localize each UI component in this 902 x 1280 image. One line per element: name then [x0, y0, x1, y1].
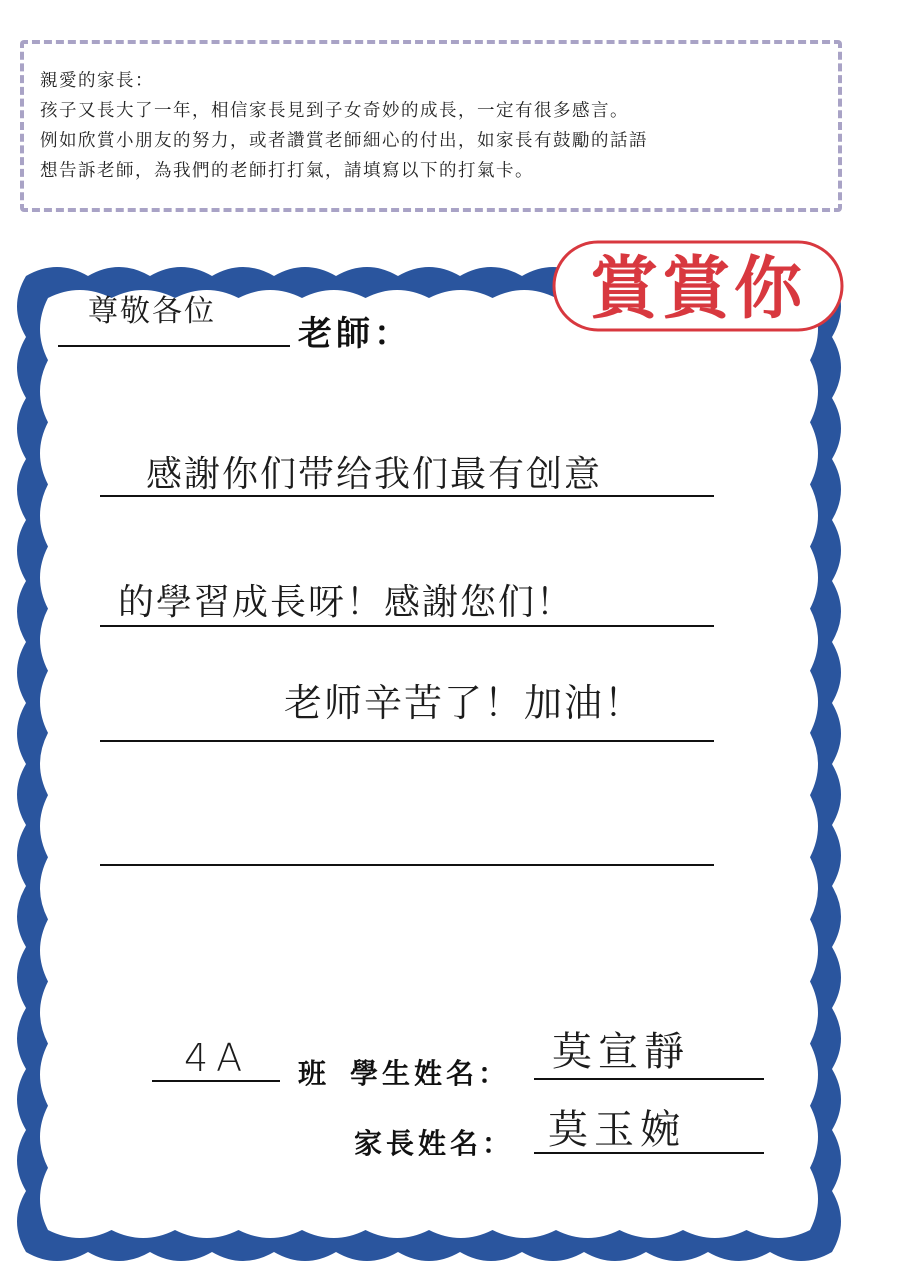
praise-badge	[548, 236, 848, 336]
badge-text: 賞賞你	[589, 250, 807, 329]
message-underline	[100, 625, 714, 627]
student-name-underline	[534, 1078, 764, 1080]
frame-inner	[40, 290, 818, 1238]
class-label: 班	[298, 1057, 331, 1090]
message-underline	[100, 495, 714, 497]
message-underline	[100, 740, 714, 742]
salutation-value: 尊敬各位	[88, 294, 216, 329]
notice-line: 想告訴老師，為我們的老師打打氣，請填寫以下的打氣卡。	[40, 161, 534, 181]
notice-line: 例如欣賞小朋友的努力，或者讚賞老師細心的付出，如家長有鼓勵的話語	[40, 131, 648, 151]
message-line: 感謝你们带给我们最有创意	[146, 454, 603, 495]
salutation-label: 老師：	[298, 314, 412, 354]
class-underline	[152, 1080, 280, 1082]
message-underline	[100, 864, 714, 866]
parent-name-underline	[534, 1152, 764, 1154]
student-name-label: 學生姓名：	[350, 1057, 511, 1090]
salutation-underline	[58, 345, 290, 347]
message-line: 老师辛苦了！加油！	[284, 681, 645, 725]
notice-line: 親愛的家長：	[40, 71, 154, 91]
student-name-value: 莫宣靜	[552, 1029, 690, 1075]
parent-name-label: 家長姓名：	[354, 1127, 515, 1160]
message-line: 的學習成長呀！感謝您们！	[118, 582, 575, 623]
notice-line: 孩子又長大了一年，相信家長見到子女奇妙的成長，一定有很多感言。	[40, 101, 629, 121]
class-value: 4A	[184, 1036, 251, 1080]
parent-name-value: 莫玉婉	[548, 1107, 686, 1153]
